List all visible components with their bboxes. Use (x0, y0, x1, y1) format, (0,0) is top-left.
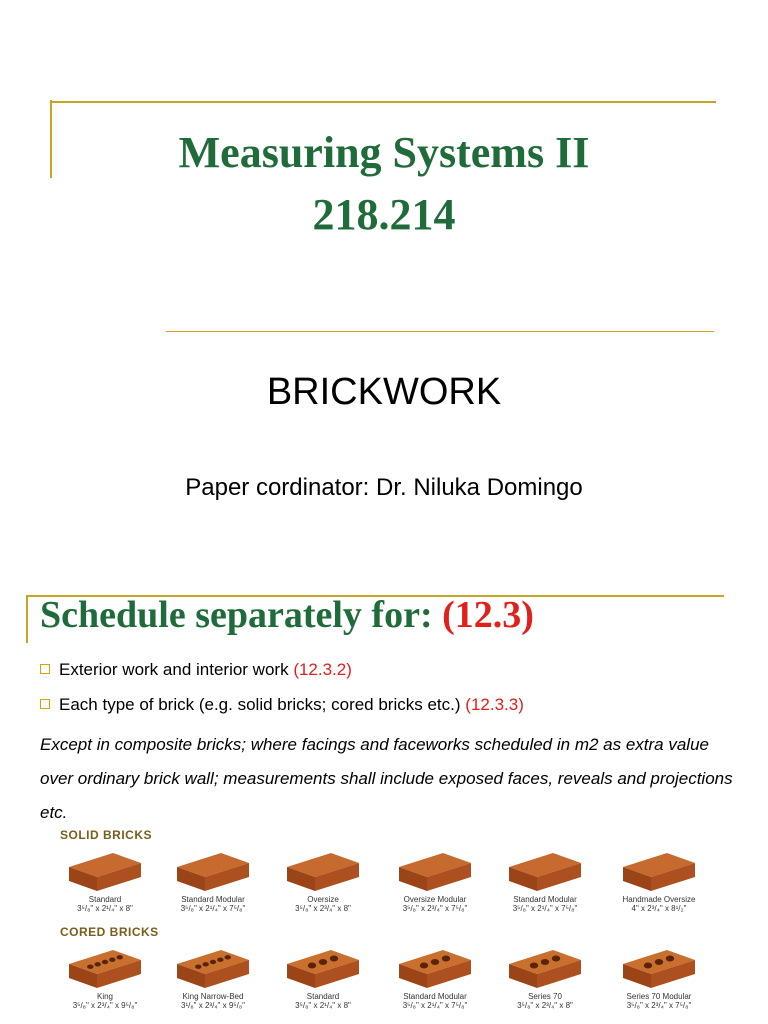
brick-size: 3⁵/₈" x 2¹/₄" x 7⁵/₈" (180, 904, 246, 913)
gold-vertical-rule (50, 100, 52, 178)
brick-core-hole (552, 956, 560, 962)
brick-core-hole (225, 955, 231, 959)
cored-brick-item (490, 942, 600, 1010)
brick-core-hole (530, 963, 538, 969)
brick-size: 3⁵/₈" x 2³/₄" x 7⁵/₈" (402, 904, 468, 913)
brick-core-hole (102, 960, 108, 964)
solid-brick-item (604, 845, 714, 913)
brick-name: Standard Modular (513, 895, 577, 904)
brick-icon (65, 845, 145, 895)
bullet-ref: (12.3.3) (465, 695, 524, 714)
schedule-heading (40, 593, 534, 637)
brick-core-hole (95, 962, 101, 966)
brick-icon (65, 942, 145, 992)
brick-size: 4" x 2³/₄" x 8¹/₂" (631, 904, 687, 913)
bullet-item (40, 660, 352, 680)
cored-brick-item (604, 942, 714, 1010)
solid-brick-item (268, 845, 378, 913)
solid-brick-item (158, 845, 268, 913)
brick-core-hole (117, 955, 123, 959)
bullet-ref: (12.3.2) (293, 660, 352, 679)
brick-name: Standard Modular (181, 895, 245, 904)
brick-icon (283, 845, 363, 895)
brick-name: Standard (88, 895, 122, 904)
brick-core-hole (644, 963, 652, 969)
solid-brick-item (50, 845, 160, 913)
brick-core-hole (319, 959, 327, 965)
brick-name: Standard (306, 992, 340, 1001)
brick-size: 3⁵/₈" x 2³/₄" x 8" (517, 1001, 573, 1010)
brick-size: 3⁵/₈" x 2¹/₄" x 8" (295, 1001, 351, 1010)
note-paragraph: Except in composite bricks; where facings and faceworks scheduled in m2 as extra value over ordinary brick wall; measurements shall include exposed faces, reveals and projections etc. (40, 735, 733, 822)
brick-name: Series 70 Modular (626, 992, 692, 1001)
brick-name: Oversize Modular (403, 895, 467, 904)
brick-name: Oversize (307, 895, 339, 904)
brick-icon (395, 845, 475, 895)
bullet-item (40, 695, 524, 715)
brick-core-hole (666, 956, 674, 962)
brick-core-hole (541, 959, 549, 965)
brick-core-hole (109, 958, 115, 962)
brick-name: Handmade Oversize (622, 895, 696, 904)
cored-brick-item (380, 942, 490, 1010)
brick-icon (173, 942, 253, 992)
brick-size: 3¹/₈" x 2³/₄" x 9⁵/₈" (181, 1001, 245, 1010)
solid-brick-item (490, 845, 600, 913)
brick-icon (283, 942, 363, 992)
brick-core-hole (442, 956, 450, 962)
brick-icon (173, 845, 253, 895)
brick-size: 3⁵/₈" x 2¹/₄" x 7⁵/₈" (402, 1001, 468, 1010)
cored-brick-item (268, 942, 378, 1010)
brick-icon (395, 942, 475, 992)
square-bullet-icon (40, 664, 50, 674)
brick-icon (505, 942, 585, 992)
brick-icon (505, 845, 585, 895)
presentation-title-line1: Measuring Systems II (178, 128, 590, 177)
brick-core-hole (431, 959, 439, 965)
brick-core-hole (203, 962, 209, 966)
cored-brick-item (50, 942, 160, 1010)
gold-top-rule (50, 101, 716, 103)
brick-core-hole (655, 959, 663, 965)
slide-schedule (0, 575, 768, 1024)
brick-core-hole (330, 956, 338, 962)
brick-core-hole (87, 965, 93, 969)
paper-coordinator: Paper cordinator: Dr. Niluka Domingo (185, 474, 583, 501)
cored-bricks-label: CORED BRICKS (60, 925, 159, 939)
brick-name: Standard Modular (403, 992, 467, 1001)
brick-name: King Narrow-Bed (182, 992, 244, 1001)
cored-brick-item (158, 942, 268, 1010)
brick-size: 3⁵/₈" x 2³/₄" x 7⁵/₈" (626, 1001, 692, 1010)
schedule-heading-text: Schedule separately for: (40, 594, 433, 636)
bullet-text: Exterior work and interior work (59, 660, 289, 679)
brick-size: 3⁵/₈" x 2³/₄" x 8" (295, 904, 351, 913)
square-bullet-icon (40, 699, 50, 709)
brick-core-hole (420, 963, 428, 969)
brick-name: King (96, 992, 113, 1001)
brick-core-hole (195, 965, 201, 969)
brick-icon (619, 845, 699, 895)
bullet-text: Each type of brick (e.g. solid bricks; cored bricks etc.) (59, 695, 461, 714)
brick-size: 3⁵/₈" x 2³/₄" x 9⁵/₈" (72, 1001, 138, 1010)
presentation-subtitle: BRICKWORK (266, 371, 502, 413)
brick-core-hole (217, 958, 223, 962)
schedule-heading-ref: (12.3) (442, 594, 534, 636)
brick-icon (619, 942, 699, 992)
presentation-title-line2: 218.214 (312, 190, 456, 239)
brick-size: 3⁵/₈" x 2¹/₄" x 7⁵/₈" (512, 904, 578, 913)
gold-divider-rule (166, 331, 714, 332)
brick-core-hole (210, 960, 216, 964)
gold-vertical-rule (26, 595, 28, 643)
brick-core-hole (308, 963, 316, 969)
brick-name: Series 70 (528, 992, 562, 1001)
solid-brick-item (380, 845, 490, 913)
solid-bricks-label: SOLID BRICKS (60, 828, 153, 842)
brick-size: 3⁵/₈" x 2¹/₄" x 8" (77, 904, 133, 913)
